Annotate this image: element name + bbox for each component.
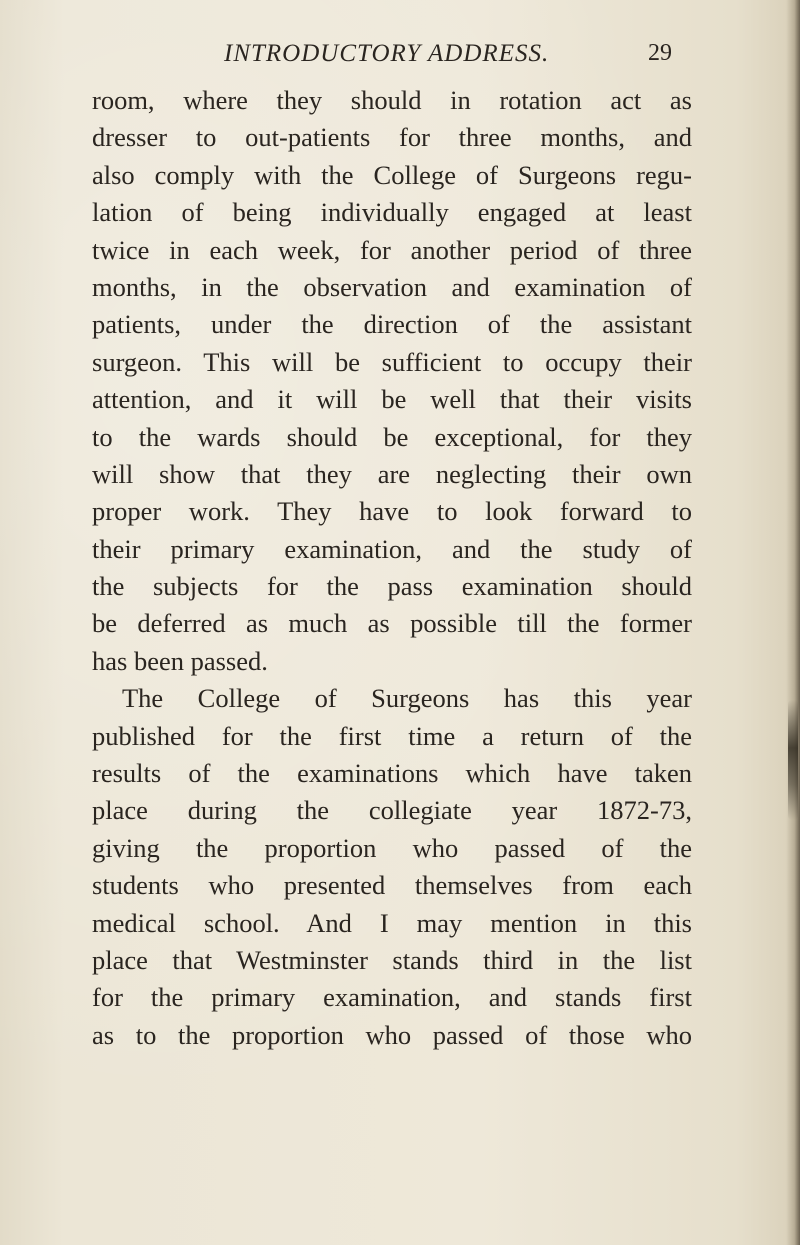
text-line: their primary examination, and the study of xyxy=(92,533,692,564)
text-line: The College of Surgeons has this year xyxy=(122,683,692,714)
text-line: lation of being individually engaged at least xyxy=(92,197,692,228)
text-line: twice in each week, for another period of three xyxy=(92,234,692,265)
text-line: students who presented themselves from each xyxy=(92,870,692,901)
text-line: surgeon. This will be sufficient to occupy their xyxy=(92,346,692,377)
running-head: INTRODUCTORY ADDRESS. xyxy=(224,40,550,67)
text-line: medical school. And I may mention in this xyxy=(92,907,692,938)
text-line: dresser to out-patients for three months, and xyxy=(92,122,692,153)
page-edge-mark xyxy=(788,700,798,820)
text-line: proper work. They have to look forward to xyxy=(92,496,692,527)
text-line: has been passed. xyxy=(92,645,268,676)
body-text xyxy=(92,82,692,1054)
text-line: place that Westminster stands third in the list xyxy=(92,944,692,975)
page-edge-shadow xyxy=(786,0,800,1245)
text-line: as to the proportion who passed of those who xyxy=(92,1019,692,1050)
text-line: months, in the observation and examination of xyxy=(92,271,692,302)
text-line: room, where they should in rotation act as xyxy=(92,85,692,115)
page-header xyxy=(0,40,800,76)
text-line: results of the examinations which have taken xyxy=(92,758,692,789)
page-number: 29 xyxy=(648,40,672,66)
text-line: giving the proportion who passed of the xyxy=(92,832,692,863)
text-line: patients, under the direction of the assistant xyxy=(92,309,692,340)
text-line: for the primary examination, and stands first xyxy=(92,982,692,1013)
text-line: place during the collegiate year 1872-73, xyxy=(92,795,692,826)
text-line: the subjects for the pass examination should xyxy=(92,571,692,602)
text-line: attention, and it will be well that their visits xyxy=(92,384,692,415)
text-line: also comply with the College of Surgeons regu- xyxy=(92,159,692,190)
text-line: be deferred as much as possible till the former xyxy=(92,608,692,639)
text-line: published for the first time a return of the xyxy=(92,720,692,751)
text-line: will show that they are neglecting their own xyxy=(92,458,692,489)
text-line: to the wards should be exceptional, for they xyxy=(92,421,692,452)
